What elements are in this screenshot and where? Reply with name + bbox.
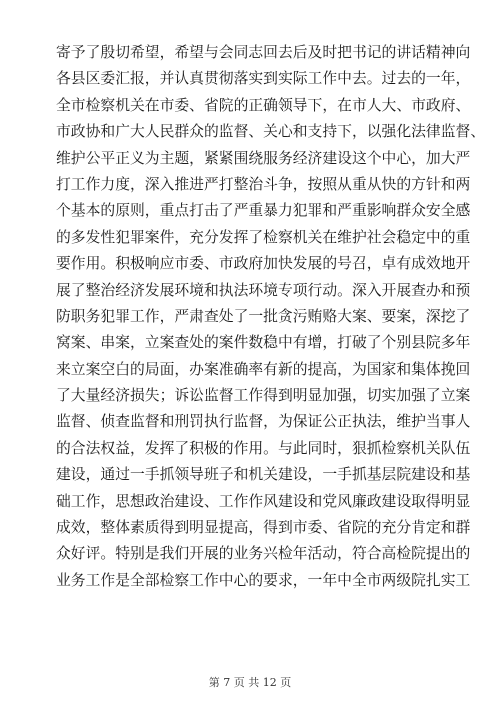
text-line: 监督、侦查监督和刑罚执行监督，为保证公正执法，维护当事人 [56, 413, 471, 431]
text-line: 各县区委汇报，并认真贯彻落实到实际工作中去。过去的一年， [56, 70, 471, 88]
text-line: 业务工作是全部检察工作中心的要求，一年中全市两级院扎实工 [56, 571, 471, 589]
text-line: 维护公平正义为主题，紧紧围绕服务经济建设这个中心，加大严 [56, 149, 471, 167]
text-line: 众好评。特别是我们开展的业务兴检年活动，符合高检院提出的 [56, 545, 471, 563]
text-line: 来立案空白的局面，办案准确率有新的提高，为国家和集体挽回 [56, 360, 471, 378]
text-line: 展了整治经济发展环境和执法环境专项行动。深入开展查办和预 [56, 281, 471, 299]
text-line: 全市检察机关在市委、省院的正确领导下，在市人大、市政府、 [56, 96, 471, 114]
text-line: 成效，整体素质得到明显提高，得到市委、省院的充分肯定和群 [56, 519, 471, 537]
text-line: 建设，通过一手抓领导班子和机关建设，一手抓基层院建设和基 [56, 466, 471, 484]
body-text [56, 40, 486, 594]
page-footer: 第 7 页 共 12 页 [208, 676, 292, 689]
text-line: 防职务犯罪工作，严肃查处了一批贪污贿赂大案、要案，深挖了 [56, 307, 471, 325]
text-line: 的合法权益，发挥了积极的作用。与此同时，狠抓检察机关队伍 [56, 439, 471, 457]
text-line: 市政协和广大人民群众的监督、关心和支持下，以强化法律监督、 [56, 123, 486, 141]
text-line: 寄予了殷切希望，希望与会同志回去后及时把书记的讲话精神向 [56, 44, 471, 61]
text-line: 个基本的原则，重点打击了严重暴力犯罪和严重影响群众安全感 [56, 202, 471, 220]
text-line: 了大量经济损失；诉讼监督工作得到明显加强，切实加强了立案 [56, 387, 471, 405]
text-line: 础工作，思想政治建设、工作作风建设和党风廉政建设取得明显 [56, 492, 471, 510]
text-line: 要作用。积极响应市委、市政府加快发展的号召，卓有成效地开 [56, 255, 471, 273]
text-line: 打工作力度，深入推进严打整治斗争，按照从重从快的方针和两 [56, 175, 471, 193]
text-line: 窝案、串案，立案查处的案件数稳中有增，打破了个别县院多年 [56, 334, 471, 352]
text-line: 的多发性犯罪案件，充分发挥了检察机关在维护社会稳定中的重 [56, 228, 471, 246]
